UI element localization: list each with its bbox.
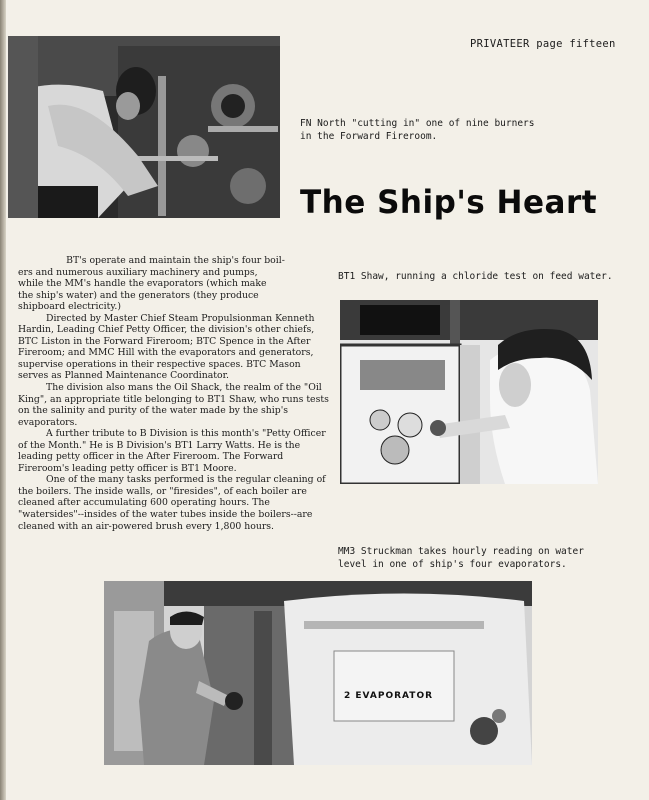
article-title: The Ship's Heart bbox=[300, 183, 598, 221]
paragraph-1d: the ship's water) and the generators (they produce bbox=[18, 289, 259, 301]
photo-chloride-test bbox=[340, 300, 598, 484]
photo-burner bbox=[8, 36, 280, 218]
paragraph-1b: ers and numerous auxiliary machinery and pumps, bbox=[18, 266, 258, 278]
paragraph-4: A further tribute to B Division is this month's "Petty Officer of the Month." He is B Division's BT1 Larry Watts. He is the leading petty officer in the After Fireroom. The Forward Fireroom's leading petty officer is BT1 Moore. bbox=[18, 428, 326, 474]
caption-chloride-test: BT1 Shaw, running a chloride test on feed water. bbox=[338, 271, 613, 282]
photo-chloride-test-image bbox=[340, 300, 598, 484]
paragraph-1c: while the MM's handle the evaporators (which make bbox=[18, 278, 267, 290]
paragraph-3: The division also mans the Oil Shack, the realm of the "Oil King", an appropriate title belonging to BT1 Shaw, who runs tests on the salinity and purity of the water made by the ship's evaporators. bbox=[18, 382, 329, 428]
paragraph-5: One of the many tasks performed is the regular cleaning of the boilers. The inside walls, or "firesides", of each boiler are cleaned after accumulating 600 operating hours. The "watersides"--insides of the water tubes inside the boilers--are cleaned with an air-powered brush every 1,800 hours. bbox=[18, 474, 326, 532]
caption-burner: FN North "cutting in" one of nine burners in the Forward Fireroom. bbox=[300, 118, 535, 142]
page-header: PRIVATEER page fifteen bbox=[470, 38, 616, 50]
evaporator-plate: 2 EVAPORATOR bbox=[344, 691, 434, 701]
paragraph-1e: shipboard electricity.) bbox=[18, 301, 121, 313]
paragraph-2: Directed by Master Chief Steam Propulsionman Kenneth Hardin, Leading Chief Petty Officer, the division's other chiefs, BTC Liston in the Forward Fireroom; BTC Spence in the After Fireroom; and MMC Hill with the evaporators and generators, supervise operations in their respective spaces. BTC Mason serves as Planned Maintenance Coordinator. bbox=[18, 312, 315, 382]
photo-evaporator bbox=[104, 581, 532, 765]
article-body bbox=[18, 255, 333, 532]
photo-evaporator-image bbox=[104, 581, 532, 765]
paragraph-1a: BT's operate and maintain the ship's four boil- bbox=[66, 255, 285, 266]
caption-evaporator: MM3 Struckman takes hourly reading on water level in one of ship's four evaporators. bbox=[338, 546, 584, 570]
photo-burner-image bbox=[8, 36, 280, 218]
page-binding-edge bbox=[0, 0, 6, 800]
